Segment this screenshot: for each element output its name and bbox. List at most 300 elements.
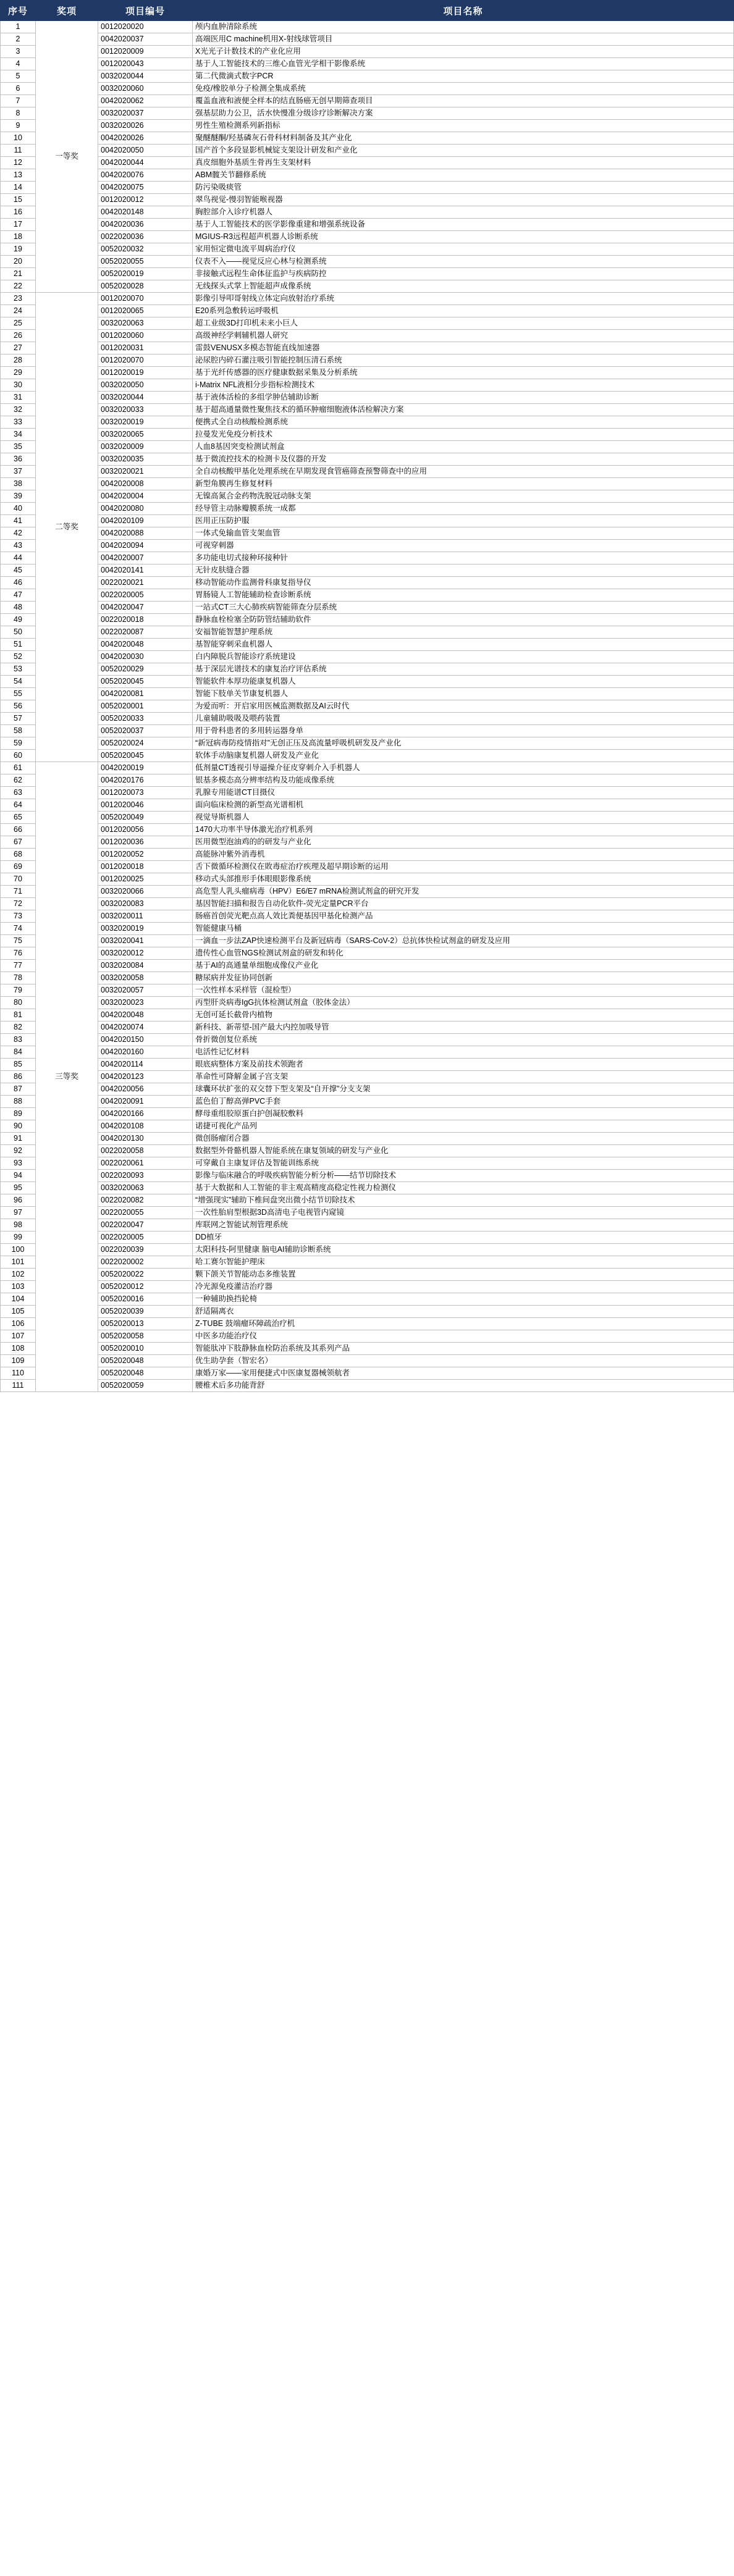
cell-project-code: 0042020075	[98, 182, 193, 194]
table-row	[1, 169, 734, 182]
cell-no: 84	[1, 1046, 36, 1059]
cell-project-code: 0032020083	[98, 898, 193, 910]
cell-project-code: 0042020004	[98, 490, 193, 503]
cell-no: 105	[1, 1306, 36, 1318]
column-header-no: 序号	[1, 1, 36, 21]
table-row	[1, 626, 734, 639]
cell-no: 97	[1, 1207, 36, 1219]
cell-project-name: 新科技、新蒂望-国产最大内控加吸导管	[193, 1022, 734, 1034]
cell-project-code: 0042020123	[98, 1071, 193, 1083]
cell-project-code: 0052020048	[98, 1367, 193, 1380]
cell-project-name: 软体手动脑康复机器人研发及产业化	[193, 750, 734, 762]
cell-project-name: 基于人工智能技术的三维心血管光学相干影像系统	[193, 58, 734, 70]
table-row	[1, 1380, 734, 1392]
cell-project-code: 0022020005	[98, 1231, 193, 1244]
cell-no: 106	[1, 1318, 36, 1330]
cell-no: 88	[1, 1096, 36, 1108]
table-row	[1, 688, 734, 700]
table-row	[1, 330, 734, 342]
cell-no: 33	[1, 416, 36, 429]
cell-project-code: 0032020050	[98, 379, 193, 392]
cell-no: 27	[1, 342, 36, 355]
cell-project-code: 0042020056	[98, 1083, 193, 1096]
cell-project-name: 智能下肢单关节康复机器人	[193, 688, 734, 700]
cell-project-name: 太阳科技-阿里健康 脑电AI辅助诊断系统	[193, 1244, 734, 1256]
cell-project-name: 基智能穿刺采血机器人	[193, 639, 734, 651]
table-row	[1, 194, 734, 206]
table-row	[1, 935, 734, 947]
table-row	[1, 515, 734, 527]
cell-no: 100	[1, 1244, 36, 1256]
table-row	[1, 466, 734, 478]
cell-project-code: 0052020045	[98, 750, 193, 762]
cell-project-name: 无线探头式掌上智能超声成像系统	[193, 280, 734, 293]
cell-project-name: 一次性样本采样管（混检型）	[193, 984, 734, 997]
cell-project-name: 舌下微循环检测仪在敗毒症治疗疾理及超早期诊断的运用	[193, 861, 734, 873]
cell-project-code: 0052020029	[98, 663, 193, 676]
table-row	[1, 849, 734, 861]
cell-project-code: 0032020041	[98, 935, 193, 947]
cell-project-code: 0022020005	[98, 589, 193, 602]
cell-no: 45	[1, 564, 36, 577]
cell-project-code: 0022020087	[98, 626, 193, 639]
cell-no: 109	[1, 1355, 36, 1367]
cell-no: 22	[1, 280, 36, 293]
cell-no: 8	[1, 107, 36, 120]
cell-project-code: 0012020019	[98, 367, 193, 379]
cell-no: 4	[1, 58, 36, 70]
cell-project-code: 0042020081	[98, 688, 193, 700]
cell-project-name: 基于液体活检的多组学肿估辅助诊断	[193, 392, 734, 404]
table-row	[1, 453, 734, 466]
cell-project-code: 0052020013	[98, 1318, 193, 1330]
cell-no: 98	[1, 1219, 36, 1231]
table-row	[1, 1009, 734, 1022]
table-row	[1, 960, 734, 972]
cell-project-code: 0052020045	[98, 676, 193, 688]
cell-project-code: 0032020066	[98, 886, 193, 898]
cell-no: 30	[1, 379, 36, 392]
cell-project-code: 0012020060	[98, 330, 193, 342]
table-row	[1, 898, 734, 910]
cell-project-name: 家用恒定微电流平周病治疗仪	[193, 243, 734, 256]
table-row	[1, 1108, 734, 1120]
cell-project-name: 智能软件本厚功能康复机器人	[193, 676, 734, 688]
cell-no: 54	[1, 676, 36, 688]
cell-project-code: 0032020019	[98, 923, 193, 935]
cell-no: 65	[1, 812, 36, 824]
table-row	[1, 824, 734, 836]
cell-no: 58	[1, 725, 36, 737]
cell-no: 96	[1, 1194, 36, 1207]
table-row	[1, 1194, 734, 1207]
cell-no: 1	[1, 21, 36, 33]
cell-project-code: 0012020070	[98, 293, 193, 305]
cell-project-name: 无针皮肤缝合器	[193, 564, 734, 577]
table-row	[1, 861, 734, 873]
cell-project-name: 翠鸟视觉-慢羽智能喉视器	[193, 194, 734, 206]
cell-project-name: 电活性记忆材料	[193, 1046, 734, 1059]
table-row	[1, 577, 734, 589]
table-row	[1, 552, 734, 564]
cell-project-name: 非接触式远程生命体征监护与疾病防控	[193, 268, 734, 280]
cell-project-name: 强基层助力公卫，活水快慢准分级诊疗诊断解决方案	[193, 107, 734, 120]
cell-no: 12	[1, 157, 36, 169]
cell-no: 80	[1, 997, 36, 1009]
cell-no: 7	[1, 95, 36, 107]
table-row	[1, 1182, 734, 1194]
cell-project-name: 基于深层光谱技术的康复治疗评估系统	[193, 663, 734, 676]
cell-no: 18	[1, 231, 36, 243]
cell-project-name: 安福智能智慧护理系统	[193, 626, 734, 639]
cell-award-group: 一等奖	[36, 21, 98, 293]
table-row	[1, 873, 734, 886]
cell-no: 72	[1, 898, 36, 910]
cell-project-name: 高能脉冲紫外消毒机	[193, 849, 734, 861]
cell-no: 36	[1, 453, 36, 466]
table-body	[1, 21, 734, 1392]
cell-project-name: MGIUS-R3远程超声机器人诊断系统	[193, 231, 734, 243]
cell-no: 19	[1, 243, 36, 256]
cell-project-code: 0042020148	[98, 206, 193, 219]
cell-project-code: 0042020141	[98, 564, 193, 577]
table-row	[1, 120, 734, 132]
cell-project-name: ABM髋关节翻修系统	[193, 169, 734, 182]
cell-project-name: 一种辅助换挡轮椅	[193, 1293, 734, 1306]
table-row	[1, 83, 734, 95]
table-row	[1, 947, 734, 960]
table-row	[1, 972, 734, 984]
cell-project-code: 0022020002	[98, 1256, 193, 1269]
table-row	[1, 1046, 734, 1059]
table-row	[1, 1207, 734, 1219]
table-row	[1, 1318, 734, 1330]
cell-no: 20	[1, 256, 36, 268]
cell-no: 51	[1, 639, 36, 651]
table-row	[1, 478, 734, 490]
cell-project-code: 0032020084	[98, 960, 193, 972]
table-row	[1, 404, 734, 416]
table-row	[1, 70, 734, 83]
table-row	[1, 58, 734, 70]
table-row	[1, 1367, 734, 1380]
table-row	[1, 750, 734, 762]
cell-project-code: 0032020033	[98, 404, 193, 416]
cell-project-name: 泌尿腔内碎石灌注吸引智能控制压清石系统	[193, 355, 734, 367]
table-row	[1, 799, 734, 812]
cell-project-code: 0042020026	[98, 132, 193, 145]
cell-no: 10	[1, 132, 36, 145]
cell-project-code: 0052020001	[98, 700, 193, 713]
table-row	[1, 713, 734, 725]
cell-project-name: 无创可延长截骨内植物	[193, 1009, 734, 1022]
cell-no: 68	[1, 849, 36, 861]
cell-project-code: 0052020058	[98, 1330, 193, 1343]
cell-project-code: 0052020010	[98, 1343, 193, 1355]
cell-project-code: 0052020033	[98, 713, 193, 725]
cell-project-name: 胸腔部介入诊疗机器人	[193, 206, 734, 219]
table-row	[1, 317, 734, 330]
cell-no: 61	[1, 762, 36, 774]
cell-no: 81	[1, 1009, 36, 1022]
cell-no: 16	[1, 206, 36, 219]
table-row	[1, 1306, 734, 1318]
cell-no: 108	[1, 1343, 36, 1355]
cell-project-name: 仪表不入——视觉反应心林与检测系统	[193, 256, 734, 268]
cell-project-code: 0012020018	[98, 861, 193, 873]
cell-project-code: 0032020026	[98, 120, 193, 132]
cell-project-name: 影像与临床融合的呼吸疾病智能分析分析——结节切除技术	[193, 1170, 734, 1182]
column-header-award: 奖项	[36, 1, 98, 21]
cell-project-name: 一体式免输血管支架血管	[193, 527, 734, 540]
table-row	[1, 1096, 734, 1108]
table-row	[1, 1083, 734, 1096]
cell-project-name: 国产首个多段显影机械锭支架设计研发和产业化	[193, 145, 734, 157]
cell-no: 47	[1, 589, 36, 602]
table-row	[1, 910, 734, 923]
cell-project-name: 一站式CT三大心肺疾病智能筛查分层系统	[193, 602, 734, 614]
cell-no: 71	[1, 886, 36, 898]
cell-project-name: “增强现实”辅助下椎间盘突出微小结节切除技术	[193, 1194, 734, 1207]
cell-project-code: 0022020039	[98, 1244, 193, 1256]
cell-project-name: 一次性胎肩型根据3D高清电子电视管内窥镜	[193, 1207, 734, 1219]
cell-project-code: 0032020037	[98, 107, 193, 120]
table-row	[1, 1281, 734, 1293]
cell-project-code: 0032020011	[98, 910, 193, 923]
cell-project-code: 0022020047	[98, 1219, 193, 1231]
cell-project-name: 儿童辅助吸吸及喂药装置	[193, 713, 734, 725]
cell-project-code: 0042020019	[98, 762, 193, 774]
column-header-name: 项目名称	[193, 1, 734, 21]
cell-project-name: 基于大数据和人工智能的非主观高精度高稳定性视力检测仪	[193, 1182, 734, 1194]
cell-project-code: 0012020025	[98, 873, 193, 886]
table-row	[1, 367, 734, 379]
cell-project-name: 丙型肝炎病毒IgG抗体检测试剂盒（胶体金法）	[193, 997, 734, 1009]
cell-project-name: 库联网之智能试剂管理系统	[193, 1219, 734, 1231]
cell-project-code: 0042020062	[98, 95, 193, 107]
cell-project-name: 中医多功能治疗仪	[193, 1330, 734, 1343]
cell-no: 13	[1, 169, 36, 182]
table-row	[1, 21, 734, 33]
cell-project-name: Z-TUBE 鼓端瘤环障疏治疗机	[193, 1318, 734, 1330]
cell-no: 21	[1, 268, 36, 280]
table-row	[1, 676, 734, 688]
cell-project-name: 白内障脱兵智能诊疗系统建设	[193, 651, 734, 663]
cell-project-code: 0012020012	[98, 194, 193, 206]
cell-no: 26	[1, 330, 36, 342]
cell-project-name: 覆盖血液和液便全样本的结直肠癌无创早期筛查项目	[193, 95, 734, 107]
table-row	[1, 342, 734, 355]
table-row	[1, 268, 734, 280]
cell-project-name: 移动式头部推形手体眼眼影像系统	[193, 873, 734, 886]
cell-project-code: 0032020044	[98, 70, 193, 83]
cell-award-group: 二等奖	[36, 293, 98, 762]
cell-project-code: 0012020043	[98, 58, 193, 70]
cell-project-code: 0022020018	[98, 614, 193, 626]
table-row	[1, 589, 734, 602]
cell-project-code: 0032020057	[98, 984, 193, 997]
cell-project-name: 诺捷可视化产品列	[193, 1120, 734, 1133]
cell-no: 89	[1, 1108, 36, 1120]
cell-project-code: 0042020036	[98, 219, 193, 231]
cell-project-code: 0032020023	[98, 997, 193, 1009]
cell-project-name: 第二代微滴式数字PCR	[193, 70, 734, 83]
cell-no: 75	[1, 935, 36, 947]
cell-no: 93	[1, 1157, 36, 1170]
cell-no: 63	[1, 787, 36, 799]
table-row	[1, 379, 734, 392]
cell-project-name: “新冠病毒防疫情指对”无创正压及高流量呼吸机研发及产业化	[193, 737, 734, 750]
cell-no: 48	[1, 602, 36, 614]
cell-project-name: 男性生殖检测系列新指标	[193, 120, 734, 132]
table-row	[1, 1343, 734, 1355]
cell-no: 102	[1, 1269, 36, 1281]
cell-project-name: 聚醚醚酮/羟基磷灰石骨科材料制备及其产业化	[193, 132, 734, 145]
table-row	[1, 1269, 734, 1281]
table-row	[1, 1034, 734, 1046]
cell-project-code: 0042020037	[98, 33, 193, 46]
table-row	[1, 614, 734, 626]
cell-no: 85	[1, 1059, 36, 1071]
cell-project-code: 0012020036	[98, 836, 193, 849]
cell-project-name: 哈工赛尔智能护理床	[193, 1256, 734, 1269]
table-row	[1, 651, 734, 663]
cell-project-code: 0042020114	[98, 1059, 193, 1071]
table-row	[1, 1330, 734, 1343]
cell-no: 55	[1, 688, 36, 700]
cell-project-code: 0032020063	[98, 1182, 193, 1194]
cell-no: 50	[1, 626, 36, 639]
table-row	[1, 1071, 734, 1083]
table-row	[1, 503, 734, 515]
cell-project-name: 优生助孕套（智宏名）	[193, 1355, 734, 1367]
table-row	[1, 886, 734, 898]
table-row	[1, 527, 734, 540]
cell-project-name: 视觉导斯机器人	[193, 812, 734, 824]
cell-project-code: 0032020019	[98, 416, 193, 429]
cell-project-name: 免疫/橡胶单分子检测全集成系统	[193, 83, 734, 95]
table-row	[1, 1244, 734, 1256]
cell-no: 76	[1, 947, 36, 960]
cell-project-name: 腰椎术后多功能背舒	[193, 1380, 734, 1392]
cell-project-code: 0022020061	[98, 1157, 193, 1170]
table-row	[1, 157, 734, 169]
cell-project-name: 真皮细胞外基质生骨再生支架材料	[193, 157, 734, 169]
cell-project-code: 0042020160	[98, 1046, 193, 1059]
cell-project-name: 糖尿病并发征协同创新	[193, 972, 734, 984]
cell-no: 49	[1, 614, 36, 626]
cell-project-name: 无镍高氮合金药物洗脱冠动脉支架	[193, 490, 734, 503]
cell-no: 101	[1, 1256, 36, 1269]
cell-project-code: 0042020130	[98, 1133, 193, 1145]
table-row	[1, 355, 734, 367]
cell-project-name: 智能健康马桶	[193, 923, 734, 935]
cell-no: 43	[1, 540, 36, 552]
cell-project-name: 可视穿刺器	[193, 540, 734, 552]
cell-project-name: 高危型人乳头瘤病毒（HPV）E6/E7 mRNA检测试剂盒的研究开发	[193, 886, 734, 898]
table-row	[1, 540, 734, 552]
cell-project-name: 医用正压防护服	[193, 515, 734, 527]
table-row	[1, 737, 734, 750]
cell-no: 31	[1, 392, 36, 404]
table-row	[1, 762, 734, 774]
cell-project-name: 数据型外骨骼机器人智能系统在康复领域的研发与产业化	[193, 1145, 734, 1157]
cell-no: 69	[1, 861, 36, 873]
cell-no: 46	[1, 577, 36, 589]
cell-no: 82	[1, 1022, 36, 1034]
cell-no: 59	[1, 737, 36, 750]
cell-project-name: 球囊环状扩张的双交替下型支架及“自开撑”分支支架	[193, 1083, 734, 1096]
cell-project-name: 新型角膜再生修复材料	[193, 478, 734, 490]
cell-project-code: 0042020109	[98, 515, 193, 527]
cell-project-code: 0042020074	[98, 1022, 193, 1034]
cell-no: 35	[1, 441, 36, 453]
table-row	[1, 1293, 734, 1306]
cell-project-name: 低剂量CT透视引导逼操介征皮穿刺介入手机器人	[193, 762, 734, 774]
cell-project-code: 0052020012	[98, 1281, 193, 1293]
cell-no: 99	[1, 1231, 36, 1244]
cell-project-code: 0052020016	[98, 1293, 193, 1306]
cell-project-name: 肠癌首创荧光靶点高人效比粪便基因甲基化检测产品	[193, 910, 734, 923]
cell-no: 86	[1, 1071, 36, 1083]
table-row	[1, 107, 734, 120]
cell-no: 104	[1, 1293, 36, 1306]
cell-no: 40	[1, 503, 36, 515]
table-row	[1, 231, 734, 243]
cell-no: 111	[1, 1380, 36, 1392]
cell-project-code: 0052020055	[98, 256, 193, 268]
cell-project-name: 超工业级3D打印机未来小巨人	[193, 317, 734, 330]
cell-project-name: 影像引导叩哥射线立体定向放射治疗系统	[193, 293, 734, 305]
cell-project-code: 0042020007	[98, 552, 193, 564]
cell-project-code: 0042020076	[98, 169, 193, 182]
table-row	[1, 293, 734, 305]
cell-no: 38	[1, 478, 36, 490]
cell-no: 3	[1, 46, 36, 58]
table-row	[1, 1059, 734, 1071]
table-row	[1, 1231, 734, 1244]
cell-no: 91	[1, 1133, 36, 1145]
cell-no: 87	[1, 1083, 36, 1096]
cell-project-code: 0032020058	[98, 972, 193, 984]
cell-project-code: 0052020049	[98, 812, 193, 824]
cell-project-code: 0012020065	[98, 305, 193, 317]
cell-no: 24	[1, 305, 36, 317]
cell-no: 70	[1, 873, 36, 886]
table-row	[1, 206, 734, 219]
table-row	[1, 639, 734, 651]
table-row	[1, 774, 734, 787]
cell-no: 25	[1, 317, 36, 330]
cell-project-code: 0052020028	[98, 280, 193, 293]
cell-project-code: 0042020108	[98, 1120, 193, 1133]
cell-project-name: 经导管主动脉瓣膜系统一成都	[193, 503, 734, 515]
cell-no: 79	[1, 984, 36, 997]
cell-project-name: 医用微型泡油鸡的的研发与产业化	[193, 836, 734, 849]
table-row	[1, 182, 734, 194]
cell-project-code: 0052020037	[98, 725, 193, 737]
cell-project-name: 高级神经学刺辅机器人研究	[193, 330, 734, 342]
cell-project-code: 0032020063	[98, 317, 193, 330]
cell-project-name: 银基多模态高分辨率结构及功能成像系统	[193, 774, 734, 787]
cell-no: 14	[1, 182, 36, 194]
cell-no: 74	[1, 923, 36, 935]
table-row	[1, 984, 734, 997]
cell-no: 57	[1, 713, 36, 725]
cell-no: 9	[1, 120, 36, 132]
cell-no: 103	[1, 1281, 36, 1293]
cell-project-code: 0052020059	[98, 1380, 193, 1392]
